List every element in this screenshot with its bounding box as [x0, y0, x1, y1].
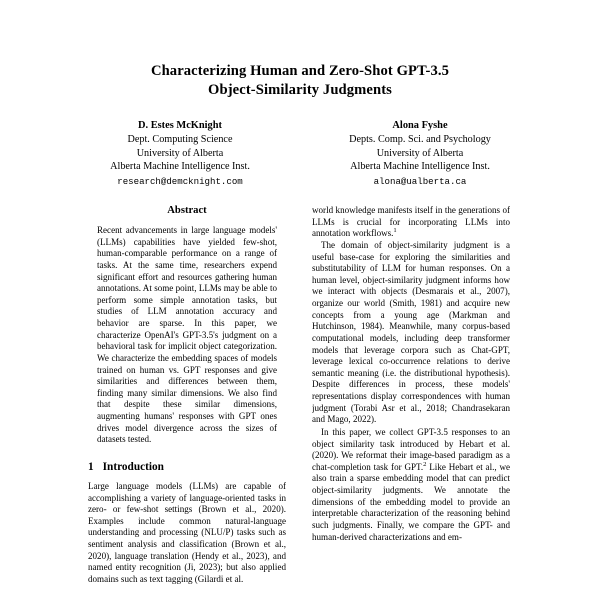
- section-number: 1: [88, 460, 94, 473]
- author-email[interactable]: alona@ualberta.ca: [373, 175, 467, 187]
- author-block: [0, 119, 600, 190]
- intro-paragraph-1: Large language models (LLMs) are capable of accomplishing a variety of language-oriented tasks in zero- or few-shot settings (Brown et al., 2020). Examples include common natural-language understanding and processing (NLU/P) tasks such as sentiment analysis and classification (Brown et al., 2020), language translation (Hendy et al., 2023), and named entity recognition (Ji, 2023); but also applied domains such as text tagging (Gilardi et al.: [88, 480, 286, 584]
- right-paragraph-3-text-b: Like Hebart et al., we also train a sparse embedding model that can predict object-similarity judgments. We annotate the dimensions of the embedding model to provide an interpretable characterization of the reasoning behind such judgments. Finally, we compare the GPT- and human-derived characterizations and em-: [312, 461, 510, 542]
- right-paragraph-3: [312, 427, 510, 543]
- right-paragraph-2: The domain of object-similarity judgment is a useful base-case for exploring the similarities and substitutability of LLM for human responses. On a human level, object-similarity judgment informs how we interact with objects (Desmarais et al., 2007), organize our world (Smith, 1981) and acquire new concepts from a young age (Markman and Hutchinson, 1984). Meanwhile, many corpus-based computational models, including deep transformer models that leverage corpora such as Chat-GPT, leverage lexical co-occurrence relations to derive semantic meaning (i.e. the distributional hypothesis). Despite differences in process, these models' representations display correspondences with human judgment (Torabi Asr et al., 2018; Chandrasekaran and Mago, 2022).: [312, 239, 510, 425]
- abstract-section: [88, 205, 286, 446]
- author-entry-2: [300, 119, 540, 190]
- title-line-2: Object-Similarity Judgments: [208, 81, 392, 98]
- footnote-marker-1[interactable]: 1: [393, 227, 397, 235]
- author-entry-1: [60, 119, 300, 190]
- author-name: Alona Fyshe: [392, 120, 448, 131]
- body-columns: [0, 205, 600, 600]
- footnote-marker-2[interactable]: 2: [423, 460, 427, 468]
- author-affiliation-line: Dept. Computing Science: [127, 134, 233, 146]
- author-affiliation-line: Alberta Machine Intelligence Inst.: [110, 161, 250, 173]
- continued-paragraph: [312, 205, 510, 240]
- right-paragraph-3-text-a: In this paper, we collect GPT-3.5 responses to an object similarity task introduced by Hebart et al. (2020). We reformat their image-based paradigm as a chat-completion task for GPT.: [312, 426, 510, 472]
- author-email[interactable]: research@demcknight.com: [117, 175, 243, 187]
- continued-paragraph-text: world knowledge manifests itself in the generations of LLMs is crucial for incorporating LLMs into annotation workflows.: [312, 205, 510, 239]
- title-line-1: Characterizing Human and Zero-Shot GPT-3.5: [150, 63, 450, 79]
- column-left: [88, 205, 286, 600]
- section-heading-introduction: [88, 461, 286, 474]
- page-title: [0, 62, 600, 99]
- column-right: [312, 205, 510, 600]
- title-block: [0, 0, 600, 99]
- abstract-heading: Abstract: [167, 205, 207, 216]
- author-affiliation-line: University of Alberta: [136, 147, 224, 159]
- author-name: D. Estes McKnight: [138, 120, 222, 131]
- abstract-paragraph: Recent advancements in large language models' (LLMs) capabilities have yielded few-shot, human-comparable performance on a range of tasks. At the same time, researchers expend significant effort and resources gathering human annotations. At some point, LLMs may be able to perform some simple annotation tasks, but studies of LLM annotation accuracy and behavior are sparse. In this paper, we characterize OpenAI's GPT-3.5's judgment on a behavioral task for implicit object categorization. We characterize the embedding spaces of models trained on human vs. GPT responses and give similarities and differences between them, finding many similar dimensions. We also find that despite these similar dimensions, augmenting humans' responses with GPT ones drives model divergence across the sizes of datasets tested.: [97, 225, 277, 445]
- author-affiliation-line: Alberta Machine Intelligence Inst.: [350, 161, 490, 173]
- author-affiliation-line: University of Alberta: [376, 147, 464, 159]
- section-title: Introduction: [102, 460, 164, 473]
- author-affiliation-line: Depts. Comp. Sci. and Psychology: [349, 134, 491, 146]
